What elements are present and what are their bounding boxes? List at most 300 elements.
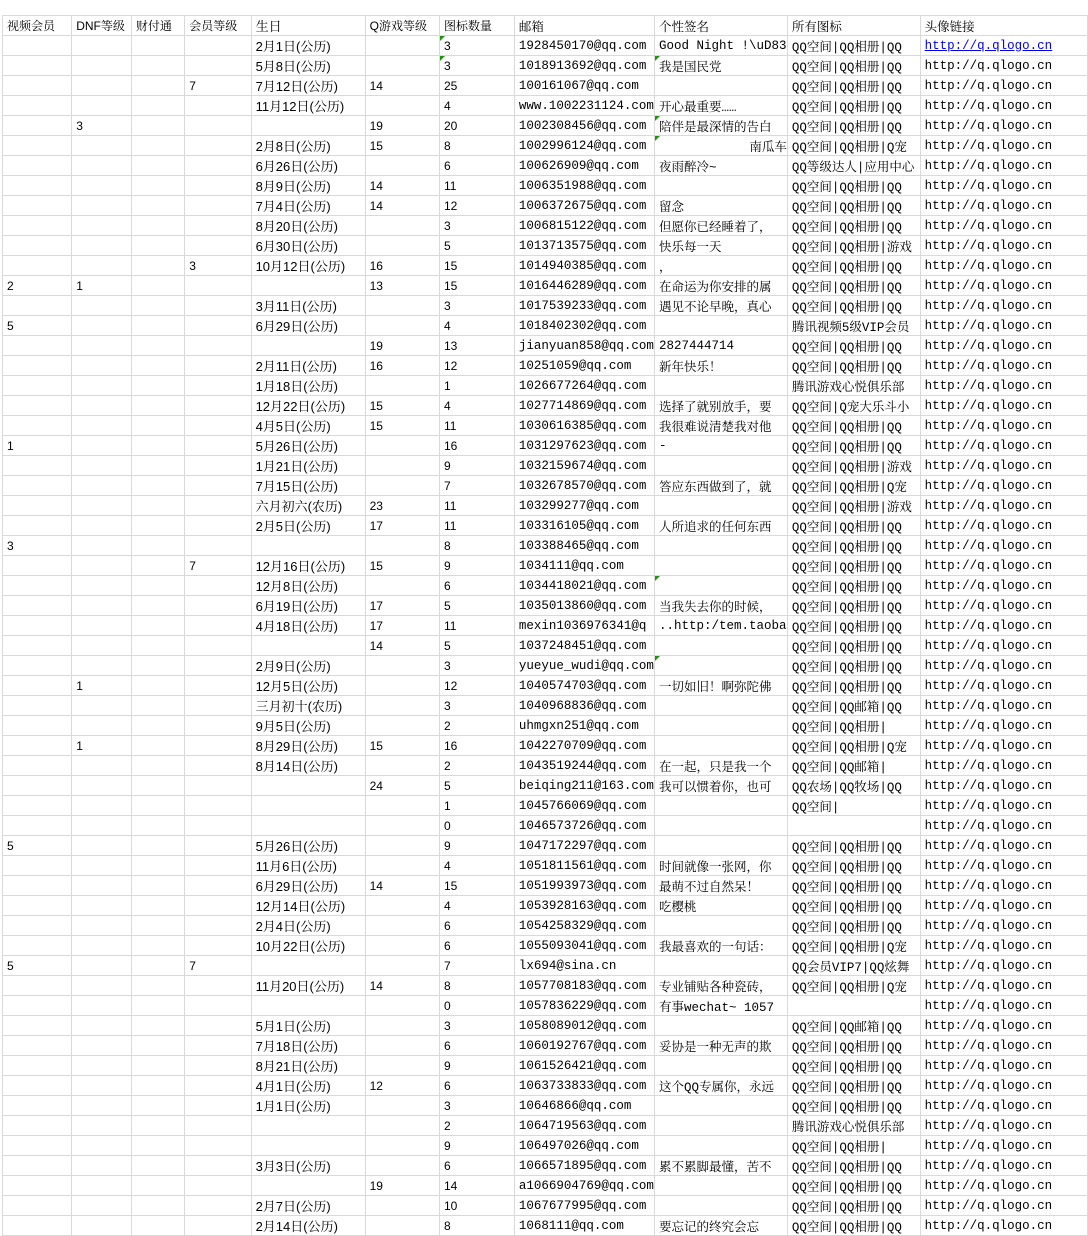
cell-video-vip[interactable]: [3, 896, 72, 916]
cell-icon-count[interactable]: 4: [440, 96, 515, 116]
cell-birthday[interactable]: [251, 636, 365, 656]
cell-qgame-level[interactable]: [365, 1196, 439, 1216]
cell-avatar-link[interactable]: http://q.qlogo.cn: [920, 736, 1087, 756]
cell-signature[interactable]: [654, 796, 787, 816]
cell-icon-count[interactable]: 8: [440, 136, 515, 156]
cell-qgame-level[interactable]: [365, 676, 439, 696]
cell-avatar-link[interactable]: http://q.qlogo.cn: [920, 76, 1087, 96]
cell-email[interactable]: 1053928163@qq.com: [514, 896, 654, 916]
cell-signature[interactable]: 累不累脚最懂，苦不: [654, 1156, 787, 1176]
cell-vip-level[interactable]: [185, 356, 251, 376]
cell-vip-level[interactable]: 7: [185, 956, 251, 976]
cell-tenpay[interactable]: [131, 1056, 184, 1076]
cell-tenpay[interactable]: [131, 1196, 184, 1216]
cell-birthday[interactable]: [251, 996, 365, 1016]
cell-tenpay[interactable]: [131, 976, 184, 996]
cell-qgame-level[interactable]: [365, 936, 439, 956]
cell-icon-count[interactable]: 12: [440, 356, 515, 376]
cell-tenpay[interactable]: [131, 116, 184, 136]
cell-tenpay[interactable]: [131, 896, 184, 916]
cell-all-icons[interactable]: QQ空间|QQ相册|游戏: [787, 456, 920, 476]
cell-signature[interactable]: 我最喜欢的一句话：: [654, 936, 787, 956]
cell-email[interactable]: yueyue_wudi@qq.com: [514, 656, 654, 676]
cell-all-icons[interactable]: QQ空间|QQ相册|: [787, 1136, 920, 1156]
cell-signature[interactable]: [654, 956, 787, 976]
cell-tenpay[interactable]: [131, 1016, 184, 1036]
cell-video-vip[interactable]: [3, 856, 72, 876]
cell-avatar-link[interactable]: http://q.qlogo.cn: [920, 1016, 1087, 1036]
cell-all-icons[interactable]: 腾讯视频5级VIP会员: [787, 316, 920, 336]
cell-video-vip[interactable]: [3, 556, 72, 576]
cell-video-vip[interactable]: [3, 1156, 72, 1176]
cell-all-icons[interactable]: QQ空间|QQ相册|QQ: [787, 276, 920, 296]
cell-icon-count[interactable]: 8: [440, 976, 515, 996]
cell-dnf-level[interactable]: [72, 556, 132, 576]
cell-signature[interactable]: 遇见不论早晚，真心: [654, 296, 787, 316]
cell-birthday[interactable]: 3月3日(公历): [251, 1156, 365, 1176]
cell-qgame-level[interactable]: [365, 836, 439, 856]
cell-tenpay[interactable]: [131, 416, 184, 436]
cell-video-vip[interactable]: [3, 1216, 72, 1236]
cell-dnf-level[interactable]: [72, 236, 132, 256]
cell-qgame-level[interactable]: [365, 436, 439, 456]
cell-dnf-level[interactable]: 1: [72, 676, 132, 696]
cell-signature[interactable]: [654, 1196, 787, 1216]
cell-dnf-level[interactable]: [72, 196, 132, 216]
cell-qgame-level[interactable]: 17: [365, 516, 439, 536]
cell-dnf-level[interactable]: [72, 136, 132, 156]
cell-email[interactable]: 1067677995@qq.com: [514, 1196, 654, 1216]
cell-tenpay[interactable]: [131, 76, 184, 96]
cell-dnf-level[interactable]: [72, 1036, 132, 1056]
cell-avatar-link[interactable]: http://q.qlogo.cn: [920, 356, 1087, 376]
cell-birthday[interactable]: 4月5日(公历): [251, 416, 365, 436]
cell-tenpay[interactable]: [131, 156, 184, 176]
cell-all-icons[interactable]: QQ空间|QQ相册|QQ: [787, 896, 920, 916]
cell-email[interactable]: 1066571895@qq.com: [514, 1156, 654, 1176]
cell-tenpay[interactable]: [131, 636, 184, 656]
cell-all-icons[interactable]: QQ空间|QQ相册|QQ: [787, 296, 920, 316]
cell-signature[interactable]: 人所追求的任何东西: [654, 516, 787, 536]
cell-avatar-link[interactable]: http://q.qlogo.cn: [920, 496, 1087, 516]
cell-signature[interactable]: [654, 536, 787, 556]
cell-dnf-level[interactable]: [72, 476, 132, 496]
cell-vip-level[interactable]: [185, 136, 251, 156]
cell-email[interactable]: 1047172297@qq.com: [514, 836, 654, 856]
cell-dnf-level[interactable]: [72, 716, 132, 736]
cell-birthday[interactable]: 2月11日(公历): [251, 356, 365, 376]
cell-qgame-level[interactable]: 12: [365, 1076, 439, 1096]
cell-email[interactable]: 1026677264@qq.com: [514, 376, 654, 396]
cell-signature[interactable]: [654, 716, 787, 736]
cell-birthday[interactable]: 7月18日(公历): [251, 1036, 365, 1056]
cell-birthday[interactable]: 12月14日(公历): [251, 896, 365, 916]
cell-avatar-link[interactable]: http://q.qlogo.cn: [920, 816, 1087, 836]
cell-tenpay[interactable]: [131, 656, 184, 676]
cell-dnf-level[interactable]: [72, 1156, 132, 1176]
cell-signature[interactable]: 南瓜车: [654, 136, 787, 156]
cell-email[interactable]: 1035013860@qq.com: [514, 596, 654, 616]
cell-icon-count[interactable]: 2: [440, 756, 515, 776]
cell-birthday[interactable]: 1月18日(公历): [251, 376, 365, 396]
cell-signature[interactable]: [654, 836, 787, 856]
cell-email[interactable]: a1066904769@qq.com: [514, 1176, 654, 1196]
cell-avatar-link[interactable]: http://q.qlogo.cn: [920, 416, 1087, 436]
cell-video-vip[interactable]: [3, 1016, 72, 1036]
cell-signature[interactable]: 这个QQ专属你，永远: [654, 1076, 787, 1096]
cell-email[interactable]: 1034418021@qq.com: [514, 576, 654, 596]
cell-email[interactable]: 1055093041@qq.com: [514, 936, 654, 956]
cell-signature[interactable]: [654, 576, 787, 596]
cell-tenpay[interactable]: [131, 916, 184, 936]
cell-vip-level[interactable]: [185, 856, 251, 876]
cell-email[interactable]: 1054258329@qq.com: [514, 916, 654, 936]
cell-email[interactable]: 1068111@qq.com: [514, 1216, 654, 1236]
cell-tenpay[interactable]: [131, 576, 184, 596]
cell-tenpay[interactable]: [131, 496, 184, 516]
cell-email[interactable]: 103388465@qq.com: [514, 536, 654, 556]
cell-qgame-level[interactable]: [365, 1156, 439, 1176]
cell-tenpay[interactable]: [131, 1076, 184, 1096]
cell-birthday[interactable]: [251, 816, 365, 836]
cell-avatar-link[interactable]: http://q.qlogo.cn: [920, 996, 1087, 1016]
cell-all-icons[interactable]: QQ空间|QQ相册|QQ: [787, 876, 920, 896]
cell-dnf-level[interactable]: [72, 176, 132, 196]
cell-video-vip[interactable]: [3, 936, 72, 956]
cell-email[interactable]: 1032159674@qq.com: [514, 456, 654, 476]
cell-video-vip[interactable]: 3: [3, 536, 72, 556]
cell-birthday[interactable]: 7月4日(公历): [251, 196, 365, 216]
cell-qgame-level[interactable]: [365, 536, 439, 556]
cell-all-icons[interactable]: QQ空间|QQ邮箱|QQ: [787, 696, 920, 716]
cell-all-icons[interactable]: QQ空间|QQ相册|QQ: [787, 436, 920, 456]
cell-signature[interactable]: ，: [654, 256, 787, 276]
cell-dnf-level[interactable]: [72, 756, 132, 776]
cell-avatar-link[interactable]: http://q.qlogo.cn: [920, 456, 1087, 476]
cell-qgame-level[interactable]: 17: [365, 616, 439, 636]
cell-all-icons[interactable]: QQ空间|QQ相册|QQ: [787, 536, 920, 556]
cell-all-icons[interactable]: QQ空间|QQ相册|QQ: [787, 336, 920, 356]
cell-birthday[interactable]: 8月20日(公历): [251, 216, 365, 236]
column-header-video-vip[interactable]: 视频会员: [3, 16, 72, 36]
cell-email[interactable]: 103299277@qq.com: [514, 496, 654, 516]
cell-signature[interactable]: 答应东西做到了，就: [654, 476, 787, 496]
cell-birthday[interactable]: 12月16日(公历): [251, 556, 365, 576]
cell-tenpay[interactable]: [131, 716, 184, 736]
cell-email[interactable]: 1006351988@qq.com: [514, 176, 654, 196]
cell-signature[interactable]: 选择了就别放手，要: [654, 396, 787, 416]
cell-vip-level[interactable]: [185, 576, 251, 596]
cell-all-icons[interactable]: QQ空间|QQ相册|QQ: [787, 676, 920, 696]
cell-dnf-level[interactable]: [72, 416, 132, 436]
cell-avatar-link[interactable]: http://q.qlogo.cn: [920, 436, 1087, 456]
cell-dnf-level[interactable]: [72, 316, 132, 336]
cell-email[interactable]: 1063733833@qq.com: [514, 1076, 654, 1096]
cell-icon-count[interactable]: 6: [440, 576, 515, 596]
cell-signature[interactable]: [654, 696, 787, 716]
cell-avatar-link[interactable]: http://q.qlogo.cn: [920, 716, 1087, 736]
cell-dnf-level[interactable]: 1: [72, 736, 132, 756]
cell-video-vip[interactable]: [3, 56, 72, 76]
cell-tenpay[interactable]: [131, 176, 184, 196]
cell-avatar-link[interactable]: http://q.qlogo.cn: [920, 376, 1087, 396]
cell-vip-level[interactable]: [185, 1016, 251, 1036]
cell-vip-level[interactable]: [185, 1216, 251, 1236]
cell-video-vip[interactable]: [3, 256, 72, 276]
cell-tenpay[interactable]: [131, 436, 184, 456]
cell-qgame-level[interactable]: 16: [365, 356, 439, 376]
cell-birthday[interactable]: 6月26日(公历): [251, 156, 365, 176]
cell-dnf-level[interactable]: [72, 36, 132, 56]
cell-qgame-level[interactable]: 19: [365, 1176, 439, 1196]
cell-video-vip[interactable]: [3, 976, 72, 996]
cell-all-icons[interactable]: [787, 996, 920, 1016]
column-header-vip-level[interactable]: 会员等级: [185, 16, 251, 36]
cell-avatar-link[interactable]: http://q.qlogo.cn: [920, 476, 1087, 496]
cell-icon-count[interactable]: 3: [440, 656, 515, 676]
cell-tenpay[interactable]: [131, 316, 184, 336]
cell-qgame-level[interactable]: 15: [365, 556, 439, 576]
cell-vip-level[interactable]: [185, 1096, 251, 1116]
cell-all-icons[interactable]: QQ空间|QQ相册|Q宠: [787, 476, 920, 496]
cell-avatar-link[interactable]: http://q.qlogo.cn: [920, 116, 1087, 136]
cell-email[interactable]: 1037248451@qq.com: [514, 636, 654, 656]
cell-vip-level[interactable]: [185, 756, 251, 776]
cell-qgame-level[interactable]: 16: [365, 256, 439, 276]
cell-dnf-level[interactable]: [72, 536, 132, 556]
cell-avatar-link[interactable]: http://q.qlogo.cn: [920, 1156, 1087, 1176]
cell-qgame-level[interactable]: 15: [365, 736, 439, 756]
cell-vip-level[interactable]: [185, 316, 251, 336]
cell-birthday[interactable]: 2月4日(公历): [251, 916, 365, 936]
cell-birthday[interactable]: 10月12日(公历): [251, 256, 365, 276]
cell-signature[interactable]: 但愿你已经睡着了，: [654, 216, 787, 236]
cell-all-icons[interactable]: QQ会员VIP7|QQ炫舞: [787, 956, 920, 976]
cell-qgame-level[interactable]: [365, 296, 439, 316]
cell-avatar-link[interactable]: http://q.qlogo.cn: [920, 1056, 1087, 1076]
cell-avatar-link[interactable]: http://q.qlogo.cn: [920, 976, 1087, 996]
cell-dnf-level[interactable]: [72, 896, 132, 916]
cell-all-icons[interactable]: QQ空间|QQ相册|QQ: [787, 1156, 920, 1176]
cell-tenpay[interactable]: [131, 1036, 184, 1056]
cell-vip-level[interactable]: [185, 676, 251, 696]
cell-birthday[interactable]: 6月29日(公历): [251, 316, 365, 336]
cell-vip-level[interactable]: [185, 516, 251, 536]
cell-tenpay[interactable]: [131, 1216, 184, 1236]
cell-signature[interactable]: [654, 1116, 787, 1136]
cell-email[interactable]: lx694@sina.cn: [514, 956, 654, 976]
cell-dnf-level[interactable]: [72, 776, 132, 796]
cell-icon-count[interactable]: 4: [440, 896, 515, 916]
cell-birthday[interactable]: 7月15日(公历): [251, 476, 365, 496]
cell-avatar-link[interactable]: http://q.qlogo.cn: [920, 696, 1087, 716]
cell-tenpay[interactable]: [131, 96, 184, 116]
cell-avatar-link[interactable]: http://q.qlogo.cn: [920, 336, 1087, 356]
cell-birthday[interactable]: [251, 276, 365, 296]
cell-avatar-link[interactable]: http://q.qlogo.cn: [920, 1176, 1087, 1196]
cell-vip-level[interactable]: [185, 936, 251, 956]
cell-all-icons[interactable]: QQ空间|QQ相册|QQ: [787, 576, 920, 596]
cell-qgame-level[interactable]: [365, 476, 439, 496]
cell-dnf-level[interactable]: [72, 296, 132, 316]
cell-signature[interactable]: 在一起，只是我一个: [654, 756, 787, 776]
cell-email[interactable]: 100161067@qq.com: [514, 76, 654, 96]
cell-video-vip[interactable]: [3, 1056, 72, 1076]
cell-avatar-link[interactable]: http://q.qlogo.cn: [920, 196, 1087, 216]
cell-vip-level[interactable]: [185, 996, 251, 1016]
cell-email[interactable]: 1006815122@qq.com: [514, 216, 654, 236]
cell-email[interactable]: 1017539233@qq.com: [514, 296, 654, 316]
cell-all-icons[interactable]: QQ空间|QQ相册|QQ: [787, 176, 920, 196]
cell-dnf-level[interactable]: [72, 576, 132, 596]
cell-video-vip[interactable]: [3, 1036, 72, 1056]
cell-signature[interactable]: 在命运为你安排的属: [654, 276, 787, 296]
cell-dnf-level[interactable]: [72, 1216, 132, 1236]
cell-qgame-level[interactable]: 15: [365, 416, 439, 436]
cell-video-vip[interactable]: [3, 736, 72, 756]
cell-avatar-link[interactable]: http://q.qlogo.cn: [920, 1136, 1087, 1156]
cell-video-vip[interactable]: [3, 416, 72, 436]
cell-birthday[interactable]: 8月29日(公历): [251, 736, 365, 756]
cell-avatar-link[interactable]: http://q.qlogo.cn: [920, 536, 1087, 556]
cell-icon-count[interactable]: 20: [440, 116, 515, 136]
cell-vip-level[interactable]: [185, 1116, 251, 1136]
cell-tenpay[interactable]: [131, 56, 184, 76]
cell-vip-level[interactable]: 7: [185, 556, 251, 576]
cell-qgame-level[interactable]: [365, 216, 439, 236]
cell-all-icons[interactable]: QQ空间|QQ相册|QQ: [787, 616, 920, 636]
cell-vip-level[interactable]: [185, 836, 251, 856]
cell-email[interactable]: 1002308456@qq.com: [514, 116, 654, 136]
cell-vip-level[interactable]: [185, 896, 251, 916]
cell-birthday[interactable]: 8月21日(公历): [251, 1056, 365, 1076]
cell-dnf-level[interactable]: [72, 1176, 132, 1196]
cell-icon-count[interactable]: 6: [440, 1076, 515, 1096]
cell-tenpay[interactable]: [131, 556, 184, 576]
cell-all-icons[interactable]: QQ空间|QQ相册|Q宠: [787, 136, 920, 156]
cell-vip-level[interactable]: [185, 1136, 251, 1156]
cell-tenpay[interactable]: [131, 136, 184, 156]
cell-dnf-level[interactable]: [72, 436, 132, 456]
cell-icon-count[interactable]: 5: [440, 596, 515, 616]
cell-video-vip[interactable]: [3, 596, 72, 616]
cell-dnf-level[interactable]: [72, 56, 132, 76]
cell-avatar-link[interactable]: http://q.qlogo.cn: [920, 316, 1087, 336]
cell-qgame-level[interactable]: 19: [365, 336, 439, 356]
cell-vip-level[interactable]: [185, 1036, 251, 1056]
cell-vip-level[interactable]: 3: [185, 256, 251, 276]
cell-icon-count[interactable]: 5: [440, 236, 515, 256]
cell-vip-level[interactable]: [185, 416, 251, 436]
cell-vip-level[interactable]: [185, 456, 251, 476]
cell-email[interactable]: 1040574703@qq.com: [514, 676, 654, 696]
cell-icon-count[interactable]: 25: [440, 76, 515, 96]
cell-icon-count[interactable]: 11: [440, 616, 515, 636]
cell-dnf-level[interactable]: [72, 76, 132, 96]
cell-email[interactable]: 1060192767@qq.com: [514, 1036, 654, 1056]
column-header-avatar-link[interactable]: 头像链接: [920, 16, 1087, 36]
cell-video-vip[interactable]: [3, 776, 72, 796]
cell-avatar-link[interactable]: http://q.qlogo.cn: [920, 96, 1087, 116]
cell-qgame-level[interactable]: 14: [365, 876, 439, 896]
cell-avatar-link[interactable]: http://q.qlogo.cn: [920, 876, 1087, 896]
cell-dnf-level[interactable]: [72, 616, 132, 636]
cell-icon-count[interactable]: 3: [440, 696, 515, 716]
cell-signature[interactable]: [654, 556, 787, 576]
cell-all-icons[interactable]: QQ空间|QQ相册|QQ: [787, 556, 920, 576]
cell-qgame-level[interactable]: [365, 896, 439, 916]
cell-all-icons[interactable]: QQ空间|QQ相册|QQ: [787, 656, 920, 676]
cell-tenpay[interactable]: [131, 1136, 184, 1156]
cell-signature[interactable]: 留念: [654, 196, 787, 216]
cell-video-vip[interactable]: [3, 336, 72, 356]
cell-dnf-level[interactable]: [72, 856, 132, 876]
cell-birthday[interactable]: 6月19日(公历): [251, 596, 365, 616]
cell-vip-level[interactable]: [185, 336, 251, 356]
cell-email[interactable]: 1040968836@qq.com: [514, 696, 654, 716]
cell-birthday[interactable]: 8月9日(公历): [251, 176, 365, 196]
cell-dnf-level[interactable]: [72, 156, 132, 176]
column-header-dnf-level[interactable]: DNF等级: [72, 16, 132, 36]
cell-signature[interactable]: [654, 816, 787, 836]
cell-all-icons[interactable]: QQ空间|QQ相册|QQ: [787, 116, 920, 136]
cell-icon-count[interactable]: 7: [440, 476, 515, 496]
cell-signature[interactable]: 妥协是一种无声的欺: [654, 1036, 787, 1056]
cell-video-vip[interactable]: 5: [3, 956, 72, 976]
cell-video-vip[interactable]: [3, 156, 72, 176]
cell-signature[interactable]: [654, 176, 787, 196]
cell-all-icons[interactable]: QQ空间|QQ相册|QQ: [787, 356, 920, 376]
cell-qgame-level[interactable]: [365, 716, 439, 736]
cell-video-vip[interactable]: [3, 1176, 72, 1196]
cell-dnf-level[interactable]: [72, 96, 132, 116]
cell-video-vip[interactable]: [3, 676, 72, 696]
cell-icon-count[interactable]: 4: [440, 316, 515, 336]
cell-qgame-level[interactable]: [365, 1016, 439, 1036]
cell-all-icons[interactable]: QQ空间|QQ相册|: [787, 716, 920, 736]
cell-birthday[interactable]: [251, 1176, 365, 1196]
cell-all-icons[interactable]: QQ等级达人|应用中心: [787, 156, 920, 176]
cell-email[interactable]: 100626909@qq.com: [514, 156, 654, 176]
cell-all-icons[interactable]: 腾讯游戏心悦俱乐部: [787, 1116, 920, 1136]
cell-icon-count[interactable]: 9: [440, 1136, 515, 1156]
cell-birthday[interactable]: 11月20日(公历): [251, 976, 365, 996]
cell-dnf-level[interactable]: [72, 696, 132, 716]
cell-qgame-level[interactable]: 19: [365, 116, 439, 136]
cell-email[interactable]: 1057836229@qq.com: [514, 996, 654, 1016]
cell-icon-count[interactable]: 9: [440, 456, 515, 476]
cell-vip-level[interactable]: [185, 1056, 251, 1076]
cell-vip-level[interactable]: [185, 296, 251, 316]
cell-icon-count[interactable]: 6: [440, 1156, 515, 1176]
cell-qgame-level[interactable]: [365, 656, 439, 676]
column-header-qgame-level[interactable]: Q游戏等级: [365, 16, 439, 36]
cell-signature[interactable]: -: [654, 436, 787, 456]
column-header-signature[interactable]: 个性签名: [654, 16, 787, 36]
cell-video-vip[interactable]: [3, 796, 72, 816]
cell-vip-level[interactable]: [185, 976, 251, 996]
cell-qgame-level[interactable]: [365, 96, 439, 116]
cell-video-vip[interactable]: [3, 356, 72, 376]
cell-dnf-level[interactable]: [72, 1016, 132, 1036]
cell-tenpay[interactable]: [131, 536, 184, 556]
cell-tenpay[interactable]: [131, 216, 184, 236]
cell-all-icons[interactable]: QQ空间|QQ相册|Q宠: [787, 736, 920, 756]
column-header-all-icons[interactable]: 所有图标: [787, 16, 920, 36]
cell-tenpay[interactable]: [131, 396, 184, 416]
cell-video-vip[interactable]: [3, 756, 72, 776]
cell-signature[interactable]: [654, 916, 787, 936]
